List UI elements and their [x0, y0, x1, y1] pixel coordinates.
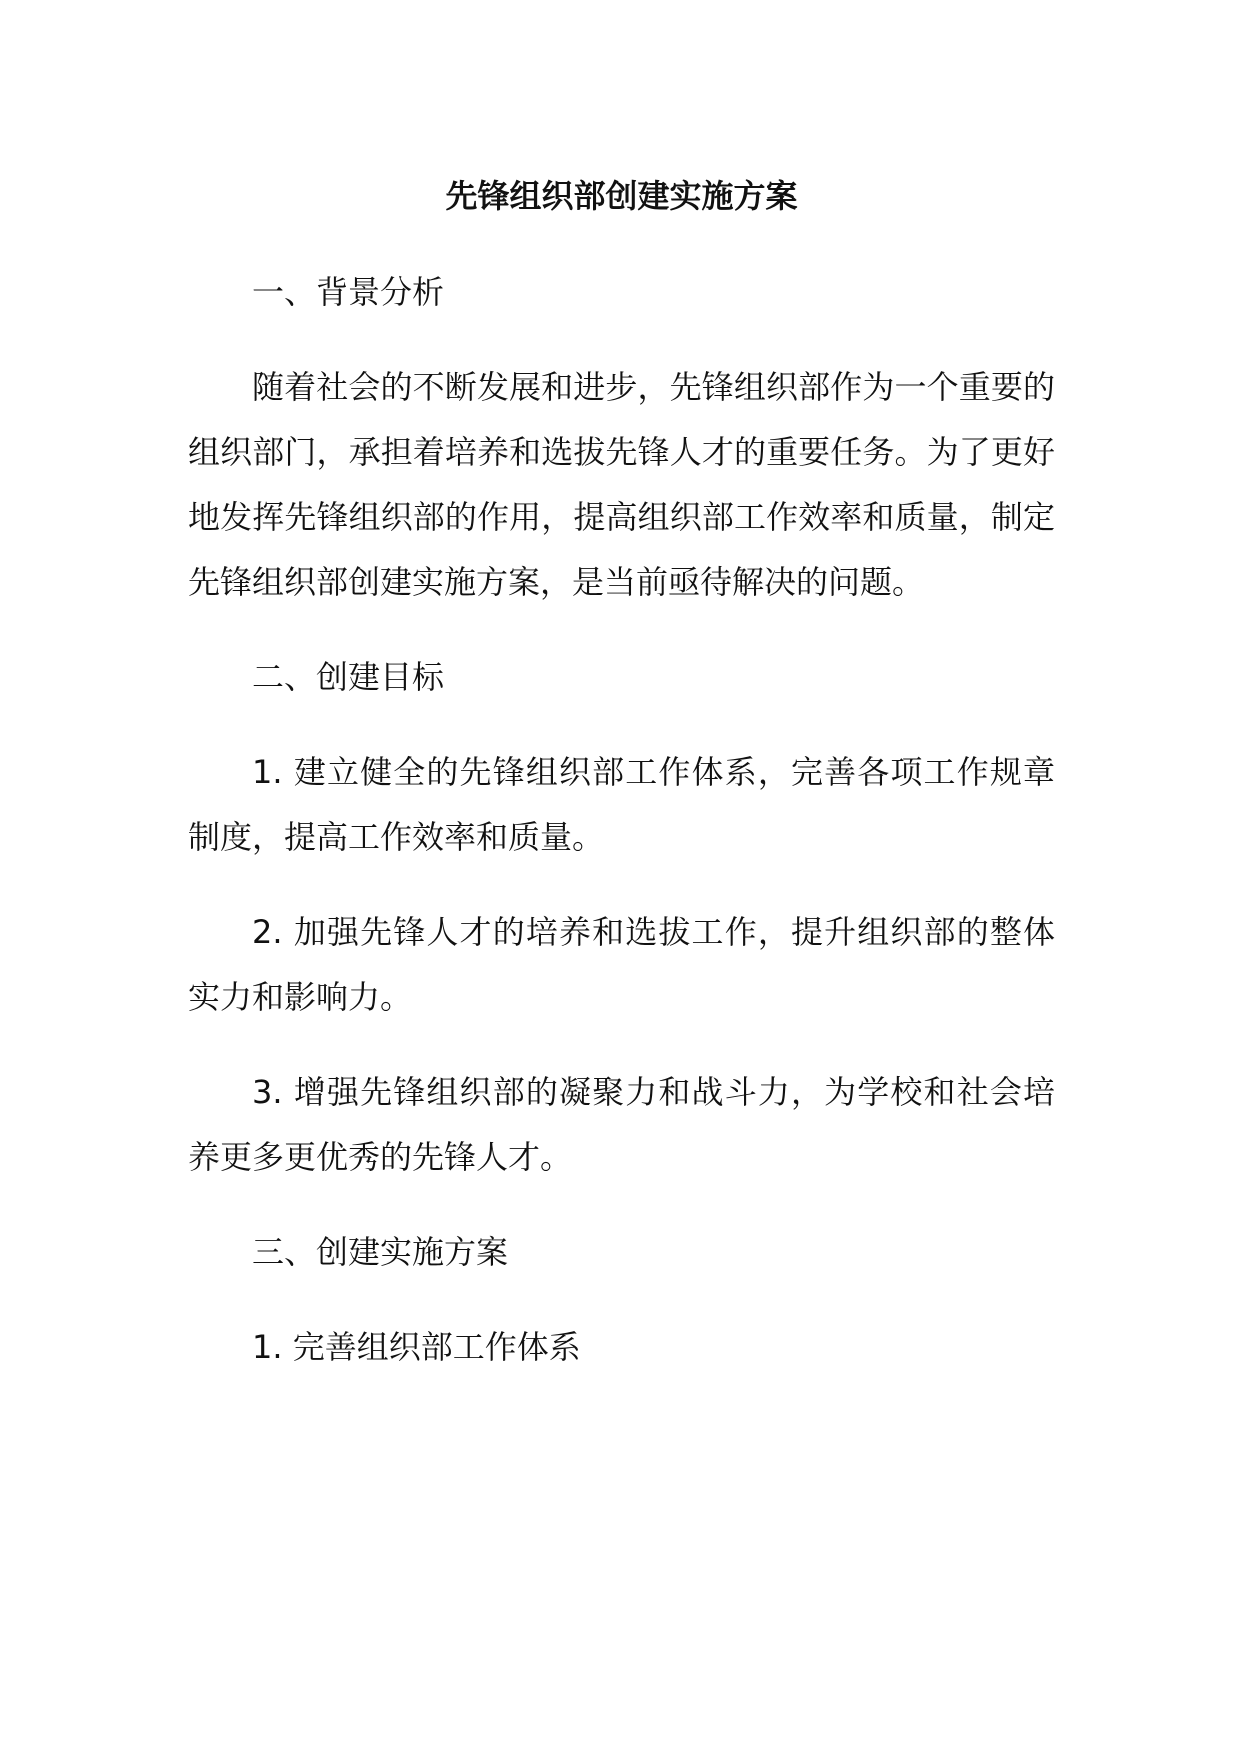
section-heading-implementation: 三、创建实施方案 — [252, 1233, 509, 1271]
implementation-item-1: 1. 完善组织部工作体系 — [252, 1328, 581, 1366]
goal-item-3: 3. 增强先锋组织部的凝聚力和战斗力，为学校和社会培养更多更优秀的先锋人才。 — [188, 1073, 1055, 1176]
goal-item-1: 1. 建立健全的先锋组织部工作体系，完善各项工作规章制度，提高工作效率和质量。 — [188, 753, 1055, 856]
section-heading-goals: 二、创建目标 — [252, 658, 445, 696]
goal-item-2: 2. 加强先锋人才的培养和选拔工作，提升组织部的整体实力和影响力。 — [188, 913, 1055, 1016]
section-heading-background: 一、背景分析 — [252, 273, 445, 311]
document-title: 先锋组织部创建实施方案 — [445, 177, 798, 215]
background-paragraph: 随着社会的不断发展和进步，先锋组织部作为一个重要的组织部门，承担着培养和选拔先锋人才的重要任务。为了更好地发挥先锋组织部的作用，提高组织部工作效率和质量，制定先锋组织部创建实施方案，是当前亟待解决的问题。 — [188, 368, 1055, 601]
